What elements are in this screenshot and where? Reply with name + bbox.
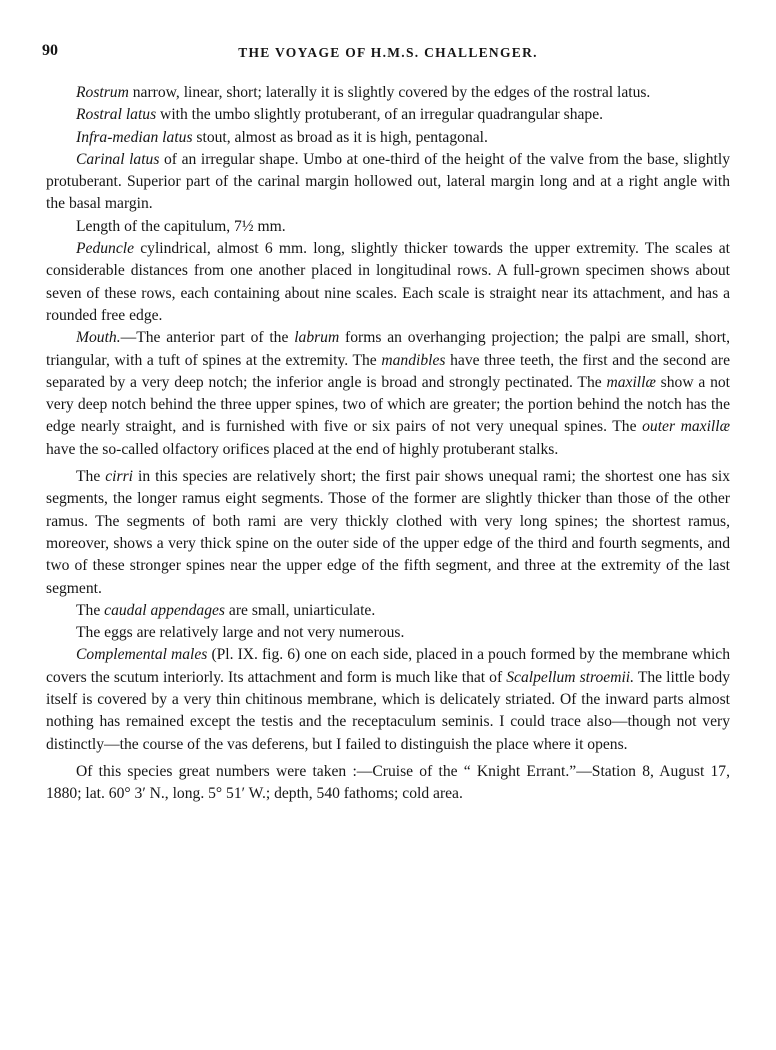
term-peduncle: Peduncle: [76, 240, 135, 258]
paragraph-rostrum: [46, 82, 730, 104]
paragraph-text: The: [76, 601, 105, 619]
page-header: [42, 40, 730, 64]
paragraph-cirri: [46, 466, 730, 600]
term-infra-median-latus: Infra-median latus: [76, 128, 193, 146]
paragraph-text: Of this species great numbers were taken :—Cruise of the “ Knight Errant.”—Station 8, August 17, 1880; lat. 60° 3′ N., long. 5° 51′ W.; depth, 540 fathoms; cold area.: [46, 762, 730, 803]
paragraph-mouth: [46, 327, 730, 461]
paragraph-capitulum-length: [46, 216, 730, 238]
book-page: [42, 40, 731, 806]
term-caudal-appendages: caudal appendages: [104, 601, 225, 619]
term-rostral-latus: Rostral latus: [76, 106, 157, 124]
term-labrum: labrum: [294, 329, 340, 347]
term-scalpellum-stroemii: Scalpellum stroemii.: [506, 668, 635, 686]
term-cirri: cirri: [105, 468, 133, 486]
paragraph-text: Length of the capitulum, 7½ mm.: [76, 217, 286, 235]
paragraph-peduncle: [46, 238, 730, 327]
paragraph-text: stout, almost as broad as it is high, pentagonal.: [192, 128, 488, 146]
paragraph-text: have three teeth, the first and the second are separated by a very deep notch; the inferior angle is broad and strongly pectinated. The: [46, 351, 730, 391]
term-carinal-latus: Carinal latus: [76, 150, 160, 168]
paragraph-text: show a not very deep notch behind the three upper spines, two of which are greater; the portion behind the notch has the edge nearly straight, and is furnished with five or six pairs of not very unequal spines. The: [46, 373, 731, 436]
paragraph-text: The eggs are relatively large and not very numerous.: [76, 624, 405, 642]
paragraph-text: forms an overhanging projection; the palpi are small, short, triangular, with a tuft of spines at the extremity. The: [46, 329, 730, 369]
paragraph-station: [46, 761, 730, 806]
paragraph-carinal-latus: [46, 149, 730, 216]
term-complemental-males: Complemental males: [76, 646, 208, 664]
paragraph-text: cylindrical, almost 6 mm. long, slightly thicker towards the upper extremity. The scales at considerable distances from one another placed in longitudinal rows. A full-grown specimen shows about seven of these rows, each containing about nine scales. Each scale is straight near its attachment, and has a rounded free edge.: [46, 240, 730, 324]
paragraph-text: are small, uniarticulate.: [225, 601, 376, 619]
term-rostrum: Rostrum: [76, 84, 129, 101]
page-number: 90: [42, 42, 58, 59]
paragraph-caudal-appendages: [46, 600, 730, 622]
paragraph-eggs: [46, 622, 730, 644]
paragraph-text: in this species are relatively short; the first pair shows unequal rami; the shortest one has six segments, the longer ramus eight segments. Those of the former are slightly thicker than those of the other ramus. The segments of both rami are very thickly clothed with very long spines; the shortest ramus, moreover, shows a very thick spine on the outer side of the upper edge of the third and fourth segments, and two of these stronger spines near the upper edge of the fifth segment, and three at the extremity of the last segment.: [46, 468, 730, 597]
paragraph-text: —The anterior part of the: [120, 329, 295, 347]
paragraph-text: have the so-called olfactory orifices placed at the end of highly protuberant stalks.: [46, 440, 559, 458]
term-maxillae: maxillæ: [606, 373, 656, 391]
paragraph-text: of an irregular shape. Umbo at one-third of the height of the valve from the base, slightly protuberant. Superior part of the carinal margin hollowed out, lateral margin long and at a right angle with the basal margin.: [46, 150, 730, 213]
paragraph-text: The little body itself is covered by a very thin chitinous membrane, which is delicately striated. Of the inward parts almost nothing has remained except the testis and the receptaculum seminis. I could trace also—though not very distinctly—the course of the vas deferens, but I failed to distinguish the place where it opens.: [46, 668, 730, 753]
paragraph-text: with the umbo slightly protuberant, of an irregular quadrangular shape.: [156, 106, 604, 124]
paragraph-complemental-males: [46, 644, 730, 755]
paragraph-infra-median-latus: [46, 127, 730, 149]
term-outer-maxillae: outer maxillæ: [642, 418, 730, 436]
paragraph-text: narrow, linear, short; laterally it is slightly covered by the edges of the rostral latus.: [128, 84, 651, 101]
paragraph-text: (Pl. IX. fig. 6) one on each side, placed in a pouch formed by the membrane which covers the scutum interiorly. Its attachment and form is much like that of: [46, 646, 731, 686]
term-mandibles: mandibles: [381, 351, 446, 369]
running-title: THE VOYAGE OF H.M.S. CHALLENGER.: [238, 45, 538, 60]
paragraph-text: The: [76, 468, 106, 486]
paragraph-rostral-latus: [46, 104, 730, 126]
term-mouth: Mouth.: [76, 329, 121, 347]
